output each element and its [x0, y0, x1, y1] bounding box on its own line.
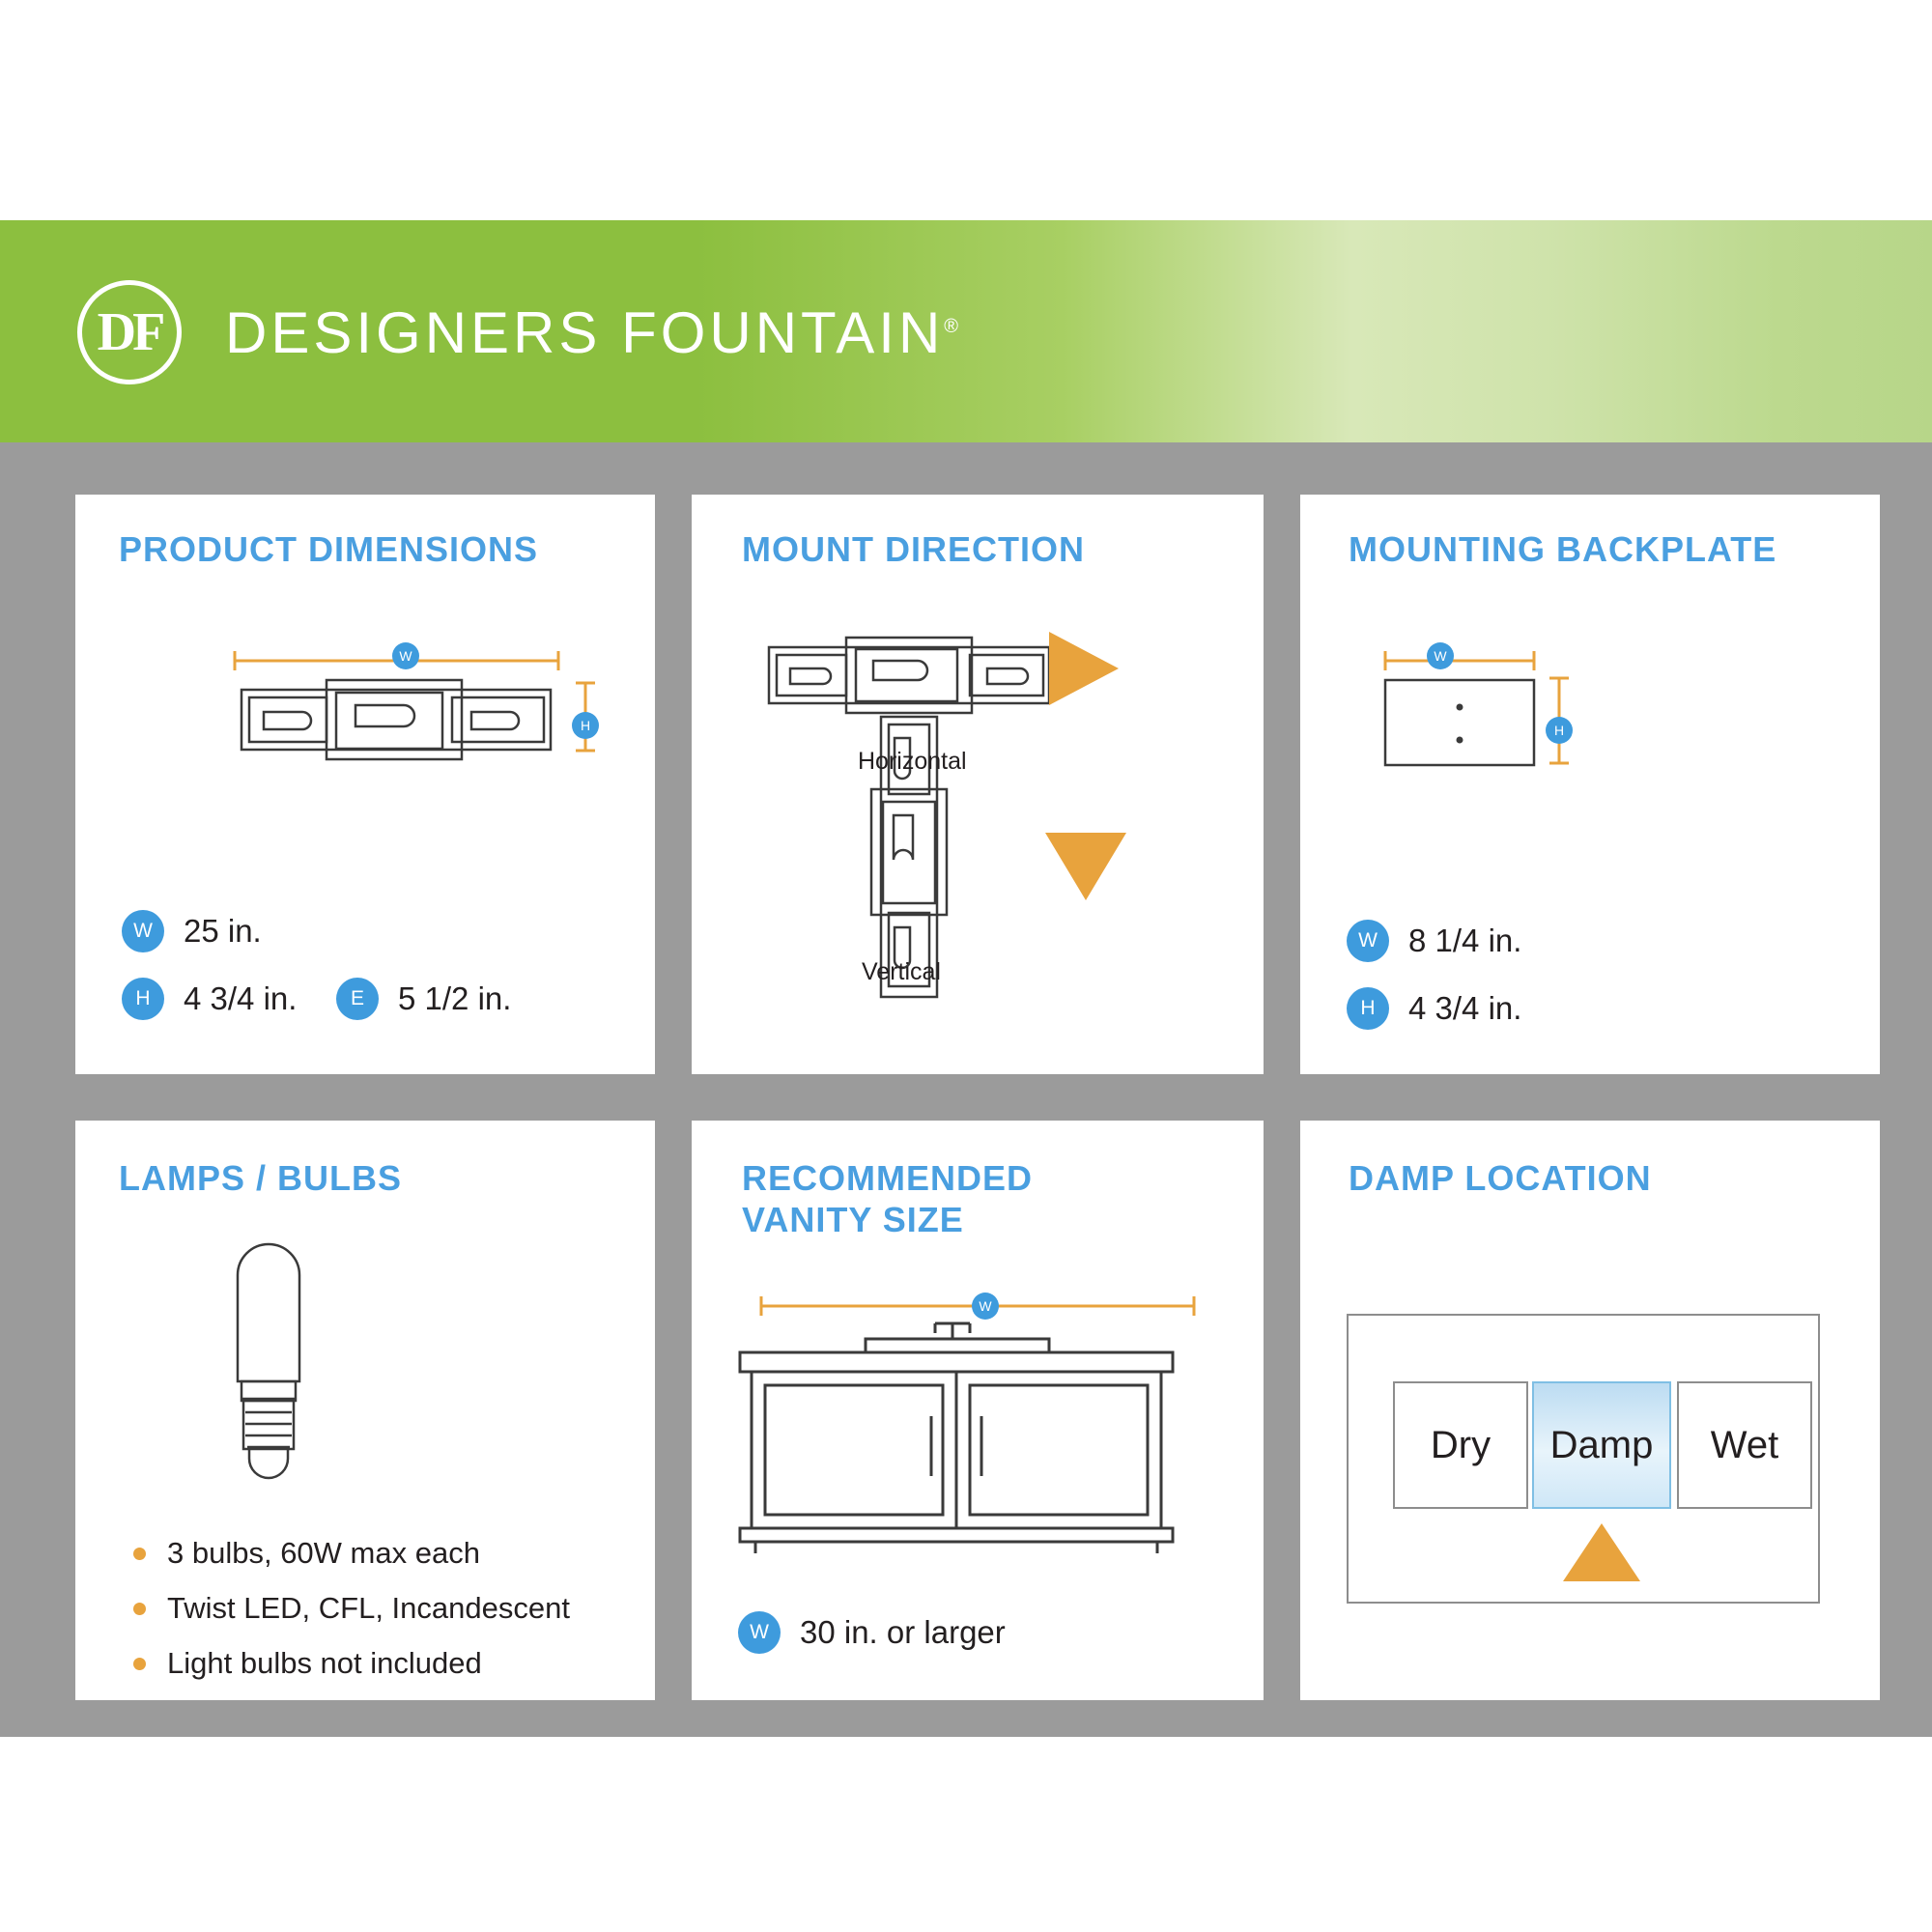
badge-e: E: [336, 978, 379, 1020]
backplate-value-width: 8 1/4 in.: [1408, 923, 1522, 958]
width-badge-product: W: [392, 642, 419, 669]
badge-w: W: [1347, 920, 1389, 962]
vanity-title-line2: VANITY SIZE: [742, 1200, 964, 1240]
bulb-bullet-3: [133, 1646, 482, 1681]
dimension-value-width: 25 in.: [184, 913, 262, 949]
backplate-row-height: [1347, 987, 1521, 1030]
brand-name: [225, 299, 958, 366]
height-badge-backplate: H: [1546, 717, 1573, 744]
card-title-recommended-vanity: [742, 1157, 1206, 1240]
mounting-backplate-diagram: [1320, 601, 1861, 852]
backplate-row-width: [1347, 920, 1521, 962]
vanity-title-line1: RECOMMENDED: [742, 1158, 1034, 1198]
card-title-mounting-backplate: MOUNTING BACKPLATE: [1349, 529, 1777, 569]
bullet-dot-icon: [133, 1603, 146, 1615]
badge-h: H: [1347, 987, 1389, 1030]
location-label-wet: Wet: [1710, 1423, 1779, 1466]
brand-logo: [77, 280, 958, 384]
bulb-bullet-text-2: Twist LED, CFL, Incandescent: [167, 1591, 570, 1625]
brand-name-text: DESIGNERS FOUNTAIN: [225, 299, 945, 365]
location-label-damp: Damp: [1549, 1423, 1654, 1466]
bulb-icon: [172, 1236, 365, 1584]
bulb-bullet-2: [133, 1591, 570, 1626]
location-option-wet[interactable]: [1677, 1381, 1812, 1509]
card-title-product-dimensions: PRODUCT DIMENSIONS: [119, 529, 539, 569]
card-mount-direction: [692, 495, 1264, 1074]
location-option-damp[interactable]: [1532, 1381, 1671, 1509]
vanity-row-width: [738, 1611, 1006, 1654]
bullet-dot-icon: [133, 1548, 146, 1560]
card-mounting-backplate: [1300, 495, 1880, 1074]
label-vertical: Vertical: [862, 958, 941, 985]
dimension-value-height: 4 3/4 in.: [184, 980, 298, 1016]
width-badge-vanity: W: [972, 1293, 999, 1320]
card-title-damp-location: DAMP LOCATION: [1349, 1158, 1652, 1198]
card-lamps-bulbs: [75, 1121, 655, 1700]
vanity-diagram: [711, 1285, 1244, 1555]
height-badge-product: H: [572, 712, 599, 739]
dimension-row-height: [122, 978, 297, 1020]
badge-h: H: [122, 978, 164, 1020]
card-title-lamps-bulbs: LAMPS / BULBS: [119, 1158, 403, 1198]
mount-direction-diagram: [711, 591, 1244, 1055]
logo-monogram: DF: [97, 302, 162, 362]
bulb-bullet-text-1: 3 bulbs, 60W max each: [167, 1536, 480, 1570]
product-dimensions-diagram: [95, 601, 636, 852]
bulb-bullet-1: [133, 1536, 480, 1571]
backplate-value-height: 4 3/4 in.: [1408, 990, 1522, 1026]
vanity-value-width: 30 in. or larger: [800, 1614, 1006, 1650]
logo-circle-icon: [77, 280, 182, 384]
dimension-row-width: [122, 910, 262, 952]
bullet-dot-icon: [133, 1658, 146, 1670]
badge-w: W: [122, 910, 164, 952]
dimension-value-extension: 5 1/2 in.: [398, 980, 512, 1016]
card-product-dimensions: [75, 495, 655, 1074]
card-damp-location: [1300, 1121, 1880, 1700]
registered-mark: ®: [944, 315, 959, 337]
card-title-mount-direction: MOUNT DIRECTION: [742, 529, 1085, 569]
card-recommended-vanity-size: [692, 1121, 1264, 1700]
location-label-dry: Dry: [1430, 1423, 1492, 1466]
bulb-bullet-text-3: Light bulbs not included: [167, 1646, 482, 1680]
location-option-dry[interactable]: [1393, 1381, 1528, 1509]
width-badge-backplate: W: [1427, 642, 1454, 669]
label-horizontal: Horizontal: [858, 748, 967, 775]
selection-arrow-icon: [1532, 1512, 1671, 1583]
dimension-row-extension: [336, 978, 511, 1020]
badge-w: W: [738, 1611, 781, 1654]
